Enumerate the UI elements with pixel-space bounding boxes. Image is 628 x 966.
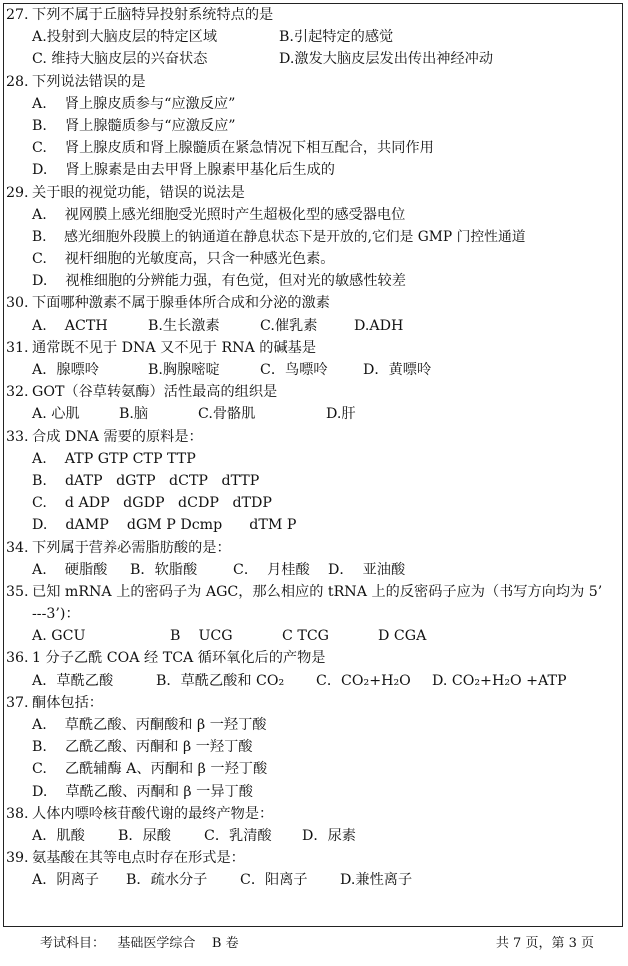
question-33: [6, 426, 620, 537]
question-stem: [6, 337, 620, 359]
option-c[interactable]: C．鸟嘌呤: [260, 362, 328, 378]
question-stem: [6, 426, 620, 448]
option-b[interactable]: B. 乙酰乙酸、丙酮和 β 一羟丁酸: [32, 739, 253, 756]
question-text: 氨基酸在其等电点时存在形式是：: [32, 850, 245, 867]
option-b[interactable]: B.胸腺嘧啶: [148, 362, 220, 378]
option-b[interactable]: B. dATP dGTP dCTP dTTP: [32, 472, 260, 489]
option-row: [6, 359, 620, 381]
option-row: [6, 26, 620, 48]
question-27: [6, 4, 620, 71]
option-a[interactable]: A．草酰乙酸: [32, 672, 114, 689]
question-39: [6, 847, 620, 891]
question-stem: [6, 292, 620, 314]
option-c[interactable]: C.催乳素: [260, 317, 318, 334]
question-stem: [6, 647, 620, 669]
question-number: 33.: [6, 428, 29, 445]
option-a[interactable]: A．腺嘌呤: [32, 362, 99, 378]
question-37: [6, 692, 620, 803]
question-stem: [6, 4, 620, 26]
option-row: [6, 403, 620, 425]
option-b[interactable]: B.引起特定的感觉: [279, 29, 394, 46]
question-stem: [6, 803, 620, 825]
option-row: [6, 48, 620, 70]
option-c[interactable]: C． 月桂酸: [233, 561, 310, 578]
question-35: [6, 581, 620, 648]
option-d[interactable]: D． 亚油酸: [328, 561, 406, 578]
option-d[interactable]: D. dAMP dGM P Dcmp dTM P: [32, 517, 297, 534]
option-a[interactable]: A.投射到大脑皮层的特定区域: [32, 29, 218, 46]
option-a[interactable]: A. GCU: [32, 628, 86, 645]
option-b[interactable]: B．疏水分子: [126, 872, 208, 889]
question-text: 酮体包括：: [32, 694, 103, 711]
question-number: 32.: [6, 384, 29, 401]
option-c[interactable]: C. 肾上腺皮质和肾上腺髓质在紧急情况下相互配合，共同作用: [32, 140, 434, 157]
option-b[interactable]: B．尿酸: [118, 827, 171, 844]
option-b[interactable]: B．草酰乙酸和 CO₂: [156, 672, 285, 689]
question-list: [6, 4, 620, 892]
option-d[interactable]: D.激发大脑皮层发出传出神经冲动: [279, 51, 494, 68]
question-number: 35.: [6, 583, 29, 600]
question-text: 已知 mRNA 上的密码子为 AGC，那么相应的 tRNA 上的反密码子应为（书写方向均为 5’: [32, 583, 603, 600]
page-footer: [40, 934, 594, 954]
question-stem: [6, 847, 620, 869]
question-text: 通常既不见于 DNA 又不见于 RNA 的碱基是: [32, 339, 317, 356]
option-b[interactable]: B. 肾上腺髓质参与“应激反应”: [32, 117, 236, 134]
option-a[interactable]: A. 心肌: [32, 406, 80, 423]
question-number: 31.: [6, 339, 29, 356]
question-stem: [6, 182, 620, 204]
option-d[interactable]: D. 草酰乙酸、丙酮和 β 一异丁酸: [32, 783, 253, 800]
option-d[interactable]: D.肝: [326, 406, 356, 423]
option-c[interactable]: C. 视杆细胞的光敏度高，只含一种感光色素。: [32, 251, 335, 268]
option-c[interactable]: C. 乙酰辅酶 A、丙酮和 β 一羟丁酸: [32, 761, 268, 778]
question-stem: [6, 71, 620, 93]
option-c[interactable]: C．乳清酸: [204, 827, 272, 844]
question-text: 合成 DNA 需要的原料是：: [32, 428, 203, 445]
question-38: [6, 803, 620, 847]
option-row: [6, 315, 620, 337]
option-a[interactable]: A. 草酰乙酸、丙酮酸和 β 一羟丁酸: [32, 717, 267, 733]
option-d[interactable]: D．黄嘌呤: [363, 362, 432, 378]
option-row: [6, 825, 620, 847]
question-number: 27.: [6, 7, 29, 23]
option-d[interactable]: D.ADH: [354, 317, 404, 334]
question-31: [6, 337, 620, 381]
option-row: [6, 625, 620, 647]
option-d[interactable]: D．尿素: [302, 827, 356, 844]
option-a[interactable]: A. ATP GTP CTP TTP: [32, 450, 196, 467]
option-c[interactable]: C. 维持大脑皮层的兴奋状态: [32, 51, 208, 68]
option-a[interactable]: A. 视网膜上感光细胞受光照时产生超极化型的感受器电位: [32, 206, 406, 223]
question-text: 关于眼的视觉功能，错误的说法是: [32, 184, 245, 201]
option-b[interactable]: B. 感光细胞外段膜上的钠通道在静息状态下是开放的,它们是 GMP 门控性通道: [32, 228, 526, 245]
question-stem: [6, 381, 620, 403]
option-row: [6, 670, 620, 692]
question-number: 38.: [6, 805, 29, 822]
option-row: [6, 559, 620, 581]
page-number: 共 7 页，第 3 页: [495, 936, 594, 951]
option-c[interactable]: C．CO₂+H₂O: [316, 672, 411, 689]
option-c[interactable]: C.骨骼肌: [198, 406, 256, 423]
option-c[interactable]: C. d ADP dGDP dCDP dTDP: [32, 495, 272, 512]
option-c[interactable]: C．阳离子: [240, 872, 308, 889]
question-text: 下面哪种激素不属于腺垂体所合成和分泌的激素: [32, 295, 330, 312]
question-text: GOT（谷草转氨酶）活性最高的组织是: [32, 384, 278, 401]
question-text: 下列属于营养必需脂肪酸的是：: [32, 539, 231, 556]
question-text: 1 分子乙酰 COA 经 TCA 循环氧化后的产物是: [32, 650, 326, 667]
question-36: [6, 647, 620, 691]
option-a[interactable]: A．阴离子: [32, 872, 99, 889]
question-34: [6, 537, 620, 581]
option-row: [6, 869, 620, 891]
question-30: [6, 292, 620, 336]
question-stem: [6, 692, 620, 714]
option-a[interactable]: A. 肾上腺皮质参与“应激反应”: [32, 95, 236, 112]
question-stem: [6, 581, 620, 603]
option-b[interactable]: B．软脂酸: [130, 561, 198, 578]
exam-subject: 考试科目： 基础医学综合 B 卷: [40, 936, 239, 951]
question-number: 28.: [6, 73, 29, 90]
question-text: 下列不属于丘脑特异投射系统特点的是: [32, 7, 274, 23]
question-number: 39.: [6, 850, 29, 867]
option-a[interactable]: A. ACTH: [32, 317, 108, 334]
option-c[interactable]: C TCG: [282, 628, 330, 645]
option-d[interactable]: D. CO₂+H₂O +ATP: [432, 672, 567, 689]
option-a[interactable]: A. 硬脂酸: [32, 561, 108, 578]
question-number: 29.: [6, 184, 29, 201]
question-text-continued: ---3’)：: [32, 606, 80, 623]
question-number: 36.: [6, 650, 29, 667]
question-text: 下列说法错误的是: [32, 73, 146, 90]
question-number: 30.: [6, 295, 29, 312]
question-28: [6, 71, 620, 182]
option-d[interactable]: D CGA: [378, 628, 427, 645]
option-d[interactable]: D.兼性离子: [340, 872, 413, 889]
question-text: 人体内嘌呤核苷酸代谢的最终产物是：: [32, 805, 274, 822]
question-number: 37.: [6, 694, 29, 711]
option-b[interactable]: B UCG: [170, 628, 233, 645]
question-32: [6, 381, 620, 425]
option-d[interactable]: D. 肾上腺素是由去甲肾上腺素甲基化后生成的: [32, 162, 335, 179]
question-number: 34.: [6, 539, 29, 556]
option-d[interactable]: D. 视椎细胞的分辨能力强，有色觉，但对光的敏感性较差: [32, 273, 406, 290]
question-stem: [6, 537, 620, 559]
option-a[interactable]: A．肌酸: [32, 827, 85, 844]
question-29: [6, 182, 620, 293]
option-b[interactable]: B.脑: [119, 406, 149, 423]
option-b[interactable]: B.生长激素: [148, 317, 220, 334]
